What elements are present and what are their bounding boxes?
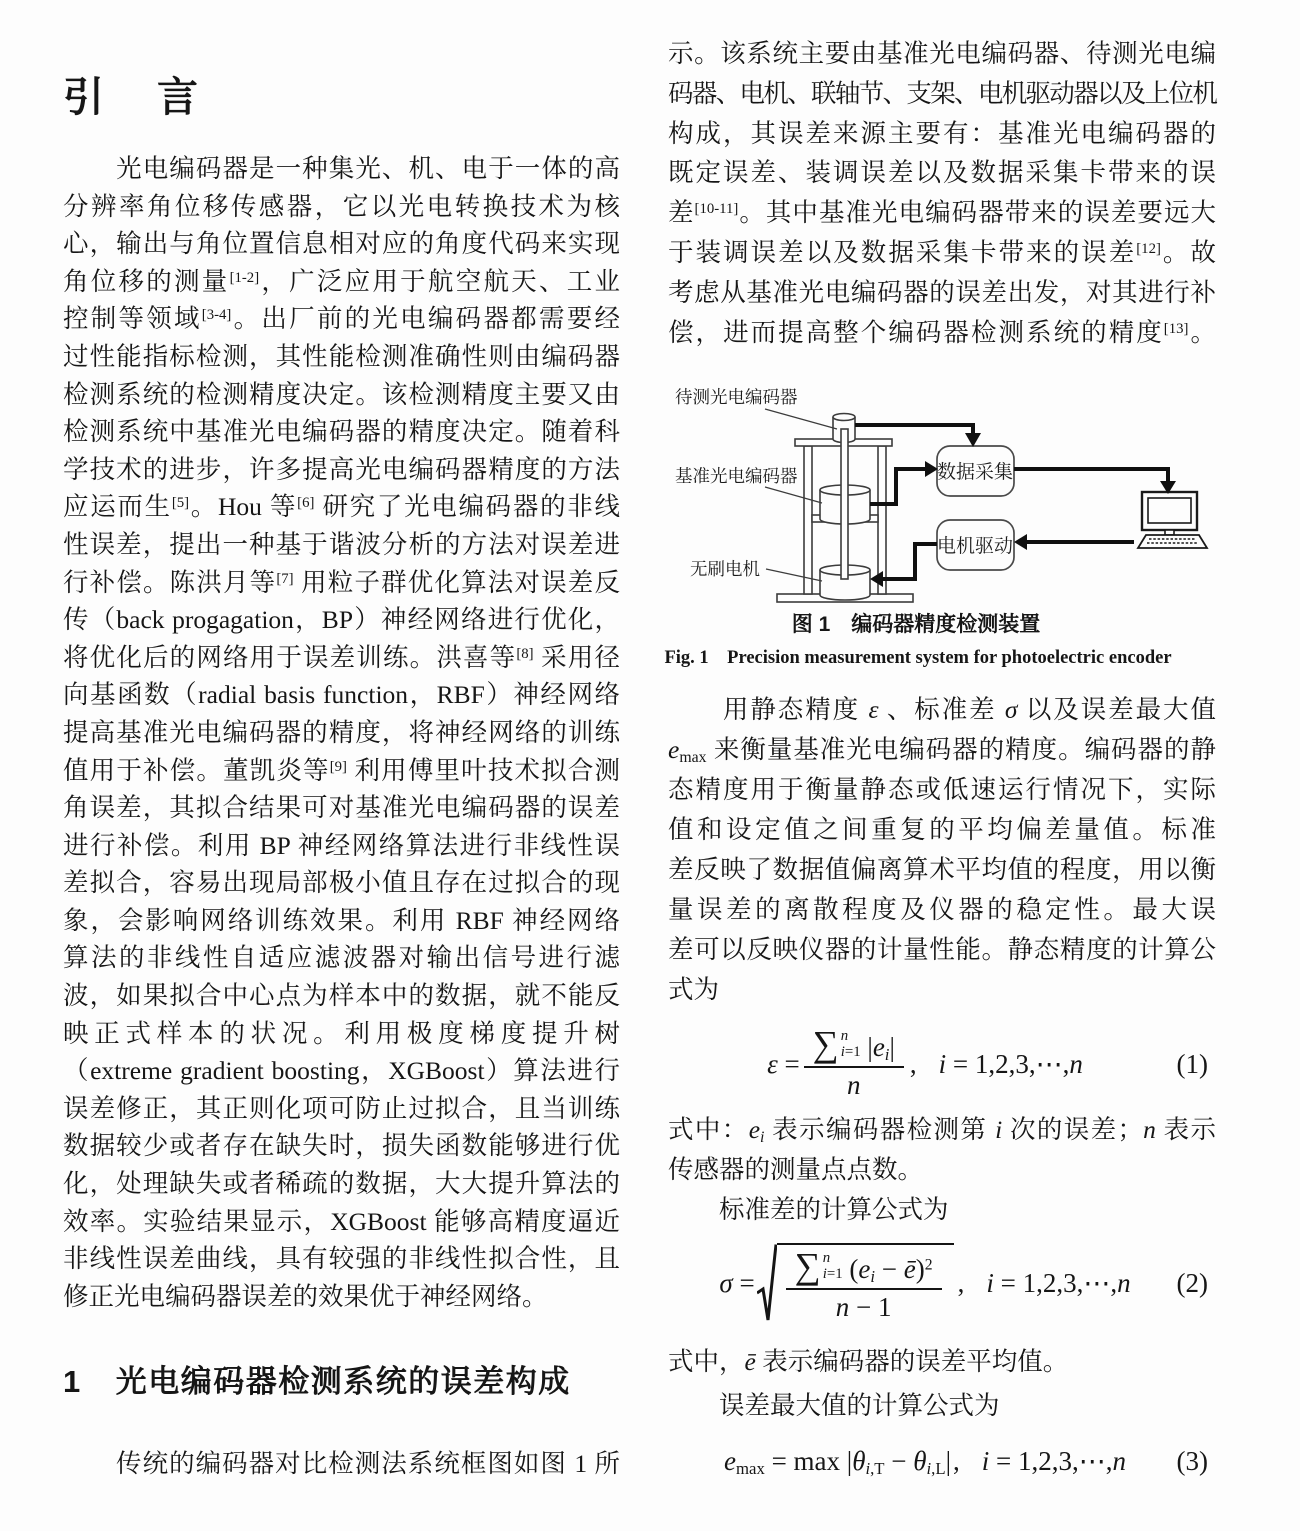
text-line: 值和设定值之间重复的平均偏差量值。标准	[668, 815, 1216, 844]
eq2-number: (2)	[1176, 1267, 1208, 1298]
text-line: 数据较少或者存在缺失时，损失函数能够进行优	[63, 1131, 620, 1161]
text-line: 态精度用于衡量静态或低速运行情况下，实际	[668, 775, 1216, 804]
text-line: 分辨率角位移传感器，它以光电转换技术为核	[63, 191, 620, 221]
label-brushless-motor: 无刷电机	[690, 559, 760, 579]
right-top-paragraph	[668, 34, 1216, 352]
eq2-condition: i = 1,2,3,⋯,n	[986, 1267, 1131, 1298]
label-encoder-under-test: 待测光电编码器	[675, 387, 798, 407]
text-line: 标准差的计算公式为	[668, 1195, 949, 1224]
text-line: 光电编码器是一种集光、机、电于一体的高	[63, 154, 620, 183]
section-1-heading	[63, 1356, 571, 1401]
eq1-lhs: ε =	[767, 1048, 800, 1079]
left-post	[804, 446, 812, 594]
intro-heading: 引 言	[63, 74, 204, 120]
section-title: 光电编码器检测系统的误差构成	[115, 1364, 571, 1399]
text-line: 式中，ē 表示编码器的误差平均值。	[668, 1347, 1069, 1376]
text-line: 值用于补偿。董凯炎等[9] 利用傅里叶技术拟合测	[63, 755, 620, 785]
emax-lead-in	[668, 1386, 1216, 1426]
equation-2: σ = ∑ n i=1 ($e_i$ − ē)$^2$ n − 1 , i = 1,2,3,⋯,n (2)	[668, 1232, 1216, 1334]
signal-arrows	[855, 425, 1176, 587]
figure-1-caption-zh: 图 1 编码器精度检测装置	[791, 613, 1041, 636]
eq2-lhs: σ =	[719, 1267, 755, 1298]
text-line: 角位移的测量[1-2]，广泛应用于航空航天、工业	[63, 266, 620, 296]
radical-sign	[757, 1243, 777, 1323]
text-line: 式为	[668, 975, 720, 1004]
text-line: 传（back progagation，BP）神经网络进行优化，	[63, 605, 620, 635]
figure-1-caption-en: Fig. 1 Precision measurement system for photoelectric encoder	[664, 648, 1172, 668]
text-line: 量误差的离散程度及仪器的稳定性。最大误	[668, 895, 1216, 924]
text-line: 映正式样本的状况。利用极度梯度提升树	[63, 1018, 620, 1048]
leader-line-middle	[765, 487, 822, 503]
text-line: 于装调误差以及数据采集卡带来的误差[12]。故	[668, 237, 1216, 267]
shaft	[841, 429, 848, 579]
text-line: 性误差，提出一种基于谐波分析的方法对误差进	[63, 529, 620, 559]
text-line: （extreme gradient boosting，XGBoost）算法进行	[63, 1056, 620, 1086]
eq1-note	[668, 1110, 1216, 1190]
text-line: 式中：$e_i$ 表示编码器检测第 i 次的误差；n 表示	[668, 1115, 1216, 1146]
text-line: 差反映了数据值偏离算术平均值的程度，用以衡	[668, 855, 1216, 884]
text-line: 修正光电编码器误差的效果优于神经网络。	[63, 1281, 548, 1311]
text-line: 既定误差、装调误差以及数据采集卡带来的误	[668, 158, 1216, 188]
equation-1: ε = ∑ n i=1 $|e_i|$ n , i = 1,2,3,⋯,n (1)	[767, 1023, 1208, 1100]
text-line: 检测系统的检测精度决定。该检测精度主要又由	[63, 379, 620, 409]
eq3-condition: i = 1,2,3,⋯,n	[981, 1445, 1126, 1476]
text-line: 偿，进而提高整个编码器检测系统的精度[13]。	[668, 317, 1216, 347]
text-line: 波，如果拟合中心点为样本中的数据，就不能反	[63, 981, 620, 1011]
text-line: 化，处理缺失或者稀疏的数据，大大提升算法的	[63, 1169, 620, 1199]
text-line: 差[10-11]。其中基准光电编码器带来的误差要远大	[668, 198, 1216, 228]
text-line: 向基函数（radial basis function，RBF）神经网络	[63, 680, 620, 710]
stddev-lead-in	[668, 1190, 1216, 1230]
text-line: 算法的非线性自适应滤波器对输出信号进行滤	[63, 943, 620, 973]
section-number: 1	[63, 1364, 82, 1399]
text-line: 心，输出与角位置信息相对应的角度代码来实现	[63, 229, 620, 259]
text-line: 考虑从基准光电编码器的误差出发，对其进行补	[668, 277, 1216, 307]
computer-icon	[1138, 492, 1207, 548]
text-line: 将优化后的网络用于误差训练。洪喜等[8] 采用径	[63, 642, 620, 672]
eq1-fraction: ∑ n i=1 $|e_i|$ n	[804, 1028, 904, 1101]
eq3-body: $e_{max} = \max |\theta_{i,T} - \theta_{i,L}|$	[724, 1445, 951, 1478]
text-line: 码器、电机、联轴节、支架、电机驱动器以及上位机	[668, 78, 1216, 108]
text-line: 学技术的进步，许多提高光电编码器精度的方法	[63, 454, 620, 484]
eq1-condition: i = 1,2,3,⋯,n	[938, 1048, 1083, 1079]
figure-1-diagram	[660, 372, 1240, 607]
label-reference-encoder: 基准光电编码器	[675, 466, 798, 486]
text-line: 进行补偿。利用 BP 神经网络算法进行非线性误	[63, 830, 620, 860]
test-rig	[777, 414, 913, 603]
motor-drive-box-label: 电机驱动	[936, 536, 1014, 557]
text-line: 提高基准光电编码器的精度，将神经网络的训练	[63, 717, 620, 747]
text-line: 象，会影响网络训练效果。利用 RBF 神经网络	[63, 905, 620, 935]
text-line: 过性能指标检测，其性能检测准确性则由编码器	[63, 341, 620, 371]
text-line: 效率。实验结果显示，XGBoost 能够高精度逼近	[63, 1206, 620, 1236]
text-line: 传统的编码器对比检测法系统框图如图 1 所	[63, 1449, 620, 1478]
text-line: 误差修正，其正则化项可防止过拟合，且当训练	[63, 1093, 620, 1123]
text-line: 误差最大值的计算公式为	[668, 1391, 1000, 1420]
eq2-sqrt: ∑ n i=1 ($e_i$ − ē)$^2$ n − 1	[757, 1243, 954, 1323]
daq-box-label: 数据采集	[936, 462, 1014, 483]
text-line: 检测系统中基准光电编码器的精度决定。随着科	[63, 417, 620, 447]
metrics-paragraph	[668, 690, 1216, 1010]
text-line: 行补偿。陈洪月等[7] 用粒子群优化算法对误差反	[63, 567, 620, 597]
text-line: $e_{max}$ 来衡量基准光电编码器的精度。编码器的静	[668, 735, 1216, 766]
leader-line-top	[765, 409, 837, 429]
eq1-number: (1)	[1176, 1048, 1208, 1079]
text-line: 用静态精度 ε 、标准差 σ 以及误差最大值	[668, 695, 1216, 724]
leader-line-bottom	[766, 569, 822, 581]
eq3-number: (3)	[1176, 1445, 1208, 1476]
text-line: 构成，其误差来源主要有：基准光电编码器的	[668, 118, 1216, 148]
equation-3: $e_{max} = \max |\theta_{i,T} - \theta_{i,L}|$ , i = 1,2,3,⋯,n (3)	[724, 1445, 1208, 1478]
text-line: 差可以反映仪器的计量性能。静态精度的计算公	[668, 935, 1216, 964]
eq2-note	[668, 1342, 1216, 1382]
text-line: 控制等领域[3-4]。出厂前的光电编码器都需要经	[63, 304, 620, 334]
text-line: 差拟合，容易出现局部极小值且存在过拟合的现	[63, 868, 620, 898]
text-line: 传感器的测量点点数。	[668, 1155, 924, 1184]
section-1-paragraph	[63, 1444, 620, 1484]
text-line: 示。该系统主要由基准光电编码器、待测光电编	[668, 39, 1216, 68]
text-line: 应运而生[5]。Hou 等[6] 研究了光电编码器的非线	[63, 492, 620, 522]
text-line: 角误差，其拟合结果可对基准光电编码器的误差	[63, 793, 620, 823]
text-line: 非线性误差曲线，具有较强的非线性拟合性，且	[63, 1244, 620, 1274]
intro-paragraph	[63, 150, 620, 1315]
